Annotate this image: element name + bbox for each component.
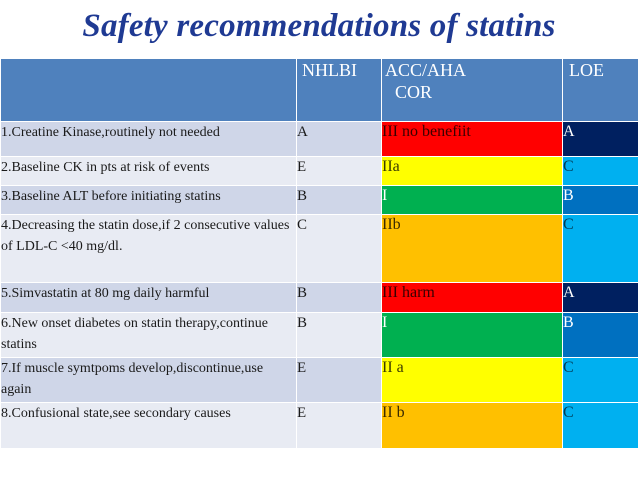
recommendations-table bbox=[0, 58, 638, 449]
header-acc-aha: ACC/AHA bbox=[385, 60, 467, 80]
recommendation-text: 8.Confusional state,see secondary causes bbox=[1, 403, 297, 449]
loe-cell: C bbox=[563, 215, 638, 283]
nhlbi-grade: E bbox=[297, 403, 382, 449]
header-cor: COR bbox=[395, 82, 433, 102]
table-row bbox=[1, 313, 638, 358]
table-row bbox=[1, 358, 638, 403]
table-row bbox=[1, 283, 638, 313]
recommendation-text: 7.If muscle symtpoms develop,discontinue,use again bbox=[1, 358, 297, 403]
table-row bbox=[1, 122, 638, 157]
recommendation-text: 6.New onset diabetes on statin therapy,continue statins bbox=[1, 313, 297, 358]
cor-cell: IIb bbox=[382, 215, 563, 283]
loe-cell: B bbox=[563, 186, 638, 215]
nhlbi-grade: B bbox=[297, 313, 382, 358]
table-header-row bbox=[1, 59, 638, 122]
nhlbi-grade: C bbox=[297, 215, 382, 283]
table-row bbox=[1, 157, 638, 186]
slide-title: Safety recommendations of statins bbox=[82, 8, 556, 44]
cor-cell: II b bbox=[382, 403, 563, 449]
cor-cell: III harm bbox=[382, 283, 563, 313]
cor-cell: I bbox=[382, 186, 563, 215]
nhlbi-grade: B bbox=[297, 283, 382, 313]
recommendation-text: 2.Baseline CK in pts at risk of events bbox=[1, 157, 297, 186]
loe-cell: A bbox=[563, 283, 638, 313]
recommendation-text: 1.Creatine Kinase,routinely not needed bbox=[1, 122, 297, 157]
header-criteria bbox=[1, 59, 297, 122]
header-nhlbi: NHLBI bbox=[297, 59, 382, 122]
nhlbi-grade: E bbox=[297, 358, 382, 403]
table-row bbox=[1, 403, 638, 449]
header-loe: LOE bbox=[563, 59, 638, 122]
nhlbi-grade: A bbox=[297, 122, 382, 157]
loe-cell: C bbox=[563, 403, 638, 449]
loe-cell: C bbox=[563, 358, 638, 403]
cor-cell: II a bbox=[382, 358, 563, 403]
recommendation-text: 4.Decreasing the statin dose,if 2 consecutive values of LDL-C <40 mg/dl. bbox=[1, 215, 297, 283]
cor-cell: IIa bbox=[382, 157, 563, 186]
table-row bbox=[1, 186, 638, 215]
loe-cell: B bbox=[563, 313, 638, 358]
loe-cell: C bbox=[563, 157, 638, 186]
nhlbi-grade: E bbox=[297, 157, 382, 186]
header-acc-aha-cor bbox=[382, 59, 563, 122]
recommendation-text: 3.Baseline ALT before initiating statins bbox=[1, 186, 297, 215]
loe-cell: A bbox=[563, 122, 638, 157]
nhlbi-grade: B bbox=[297, 186, 382, 215]
cor-cell: III no benefiit bbox=[382, 122, 563, 157]
cor-cell: I bbox=[382, 313, 563, 358]
table-row bbox=[1, 215, 638, 283]
recommendation-text: 5.Simvastatin at 80 mg daily harmful bbox=[1, 283, 297, 313]
